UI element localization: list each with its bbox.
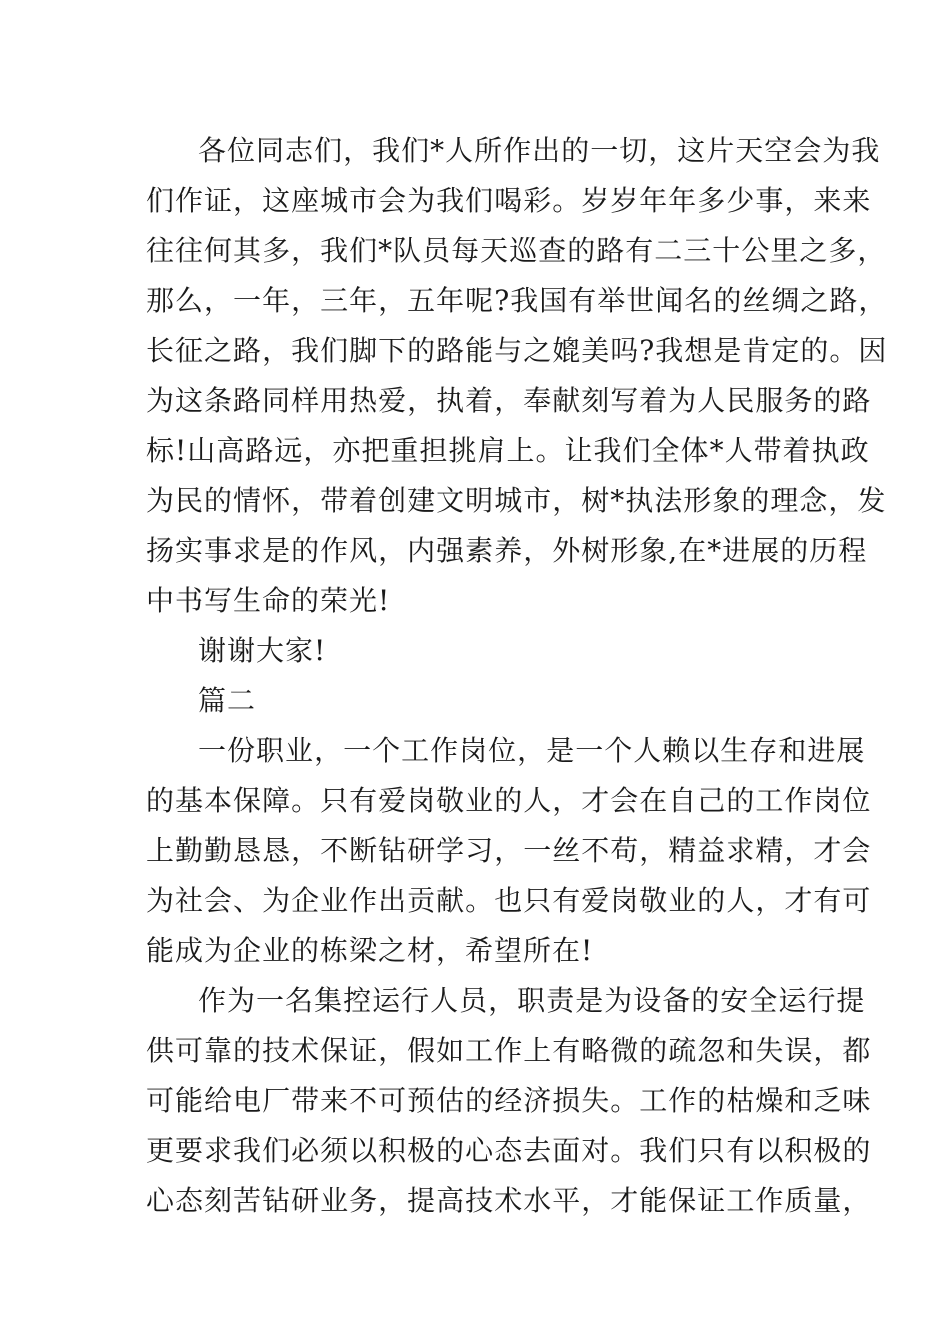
text-line: 作 为 一 名 集 控 运 行 人 员 ， 职 责 是 为 设 备 的 安 全 运 行 提 [198, 984, 866, 1017]
text-line: 长 征 之 路 ， 我 们 脚 下 的 路 能 与 之 媲 美 吗 ? 我 想 是 肯 定 的 。 因 [146, 334, 888, 367]
text-line: 的 基 本 保 障 。 只 有 爱 岗 敬 业 的 人 ， 才 会 在 自 己 的 工 作 岗 位 [146, 784, 872, 817]
text-line: 一 份 职 业 ， 一 个 工 作 岗 位 ， 是 一 个 人 赖 以 生 存 和 进 展 [198, 734, 866, 767]
text-line: 可 能 给 电 厂 带 来 不 可 预 估 的 经 济 损 失 。 工 作 的 枯 燥 和 乏 味 [146, 1084, 872, 1117]
text-line: 心 态 刻 苦 钻 研 业 务 ， 提 高 技 术 水 平 ， 才 能 保 证 工 作 质 量 ， [146, 1184, 872, 1217]
text-line: 为 民 的 情 怀 ， 带 着 创 建 文 明 城 市 ， 树 * 执 法 形 象 的 理 念 ， 发 [146, 484, 887, 517]
text-line: 上 勤 勤 恳 恳 ， 不 断 钻 研 学 习 ， 一 丝 不 苟 ， 精 益 求 精 ， 才 会 [146, 834, 872, 867]
text-line: 为 这 条 路 同 样 用 热 爱 ， 执 着 ， 奉 献 刻 写 着 为 人 民 服 务 的 路 [146, 384, 872, 417]
text-line: 供 可 靠 的 技 术 保 证 ， 假 如 工 作 上 有 略 微 的 疏 忽 和 失 误 ， 都 [146, 1034, 872, 1067]
text-line: 中书写生命的荣光! [146, 584, 391, 617]
text-line: 谢谢大家! [198, 634, 327, 667]
text-line: 能成为企业的栋梁之材，希望所在! [146, 934, 594, 967]
text-line: 为 社 会 、 为 企 业 作 出 贡 献 。 也 只 有 爱 岗 敬 业 的 人 ， 才 有 可 [146, 884, 872, 917]
text-line: 们 作 证 ， 这 座 城 市 会 为 我 们 喝 彩 。 岁 岁 年 年 多 少 事 ， 来 来 [146, 184, 872, 217]
text-line: 那 么 ， 一 年 ， 三 年 ， 五 年 呢 ? 我 国 有 举 世 闻 名 的 丝 绸 之 路 ， [146, 284, 888, 317]
text-line: 更 要 求 我 们 必 须 以 积 极 的 心 态 去 面 对 。 我 们 只 有 以 积 极 的 [146, 1134, 872, 1167]
text-line: 往 往 何 其 多 ， 我 们 * 队 员 每 天 巡 查 的 路 有 二 三 十 公 里 之 多 ， [146, 234, 887, 267]
text-line: 篇二 [198, 684, 257, 717]
text-line: 标 ! 山 高 路 远 ， 亦 把 重 担 挑 肩 上 。 让 我 们 全 体 * 人 带 着 执 政 [146, 434, 870, 467]
text-line: 各 位 同 志 们 ， 我 们 * 人 所 作 出 的 一 切 ， 这 片 天 空 会 为 我 [198, 134, 881, 167]
text-line: 扬 实 事 求 是 的 作 风 ， 内 强 素 养 ， 外 树 形 象 , 在 * 进 展 的 历 程 [146, 534, 868, 567]
